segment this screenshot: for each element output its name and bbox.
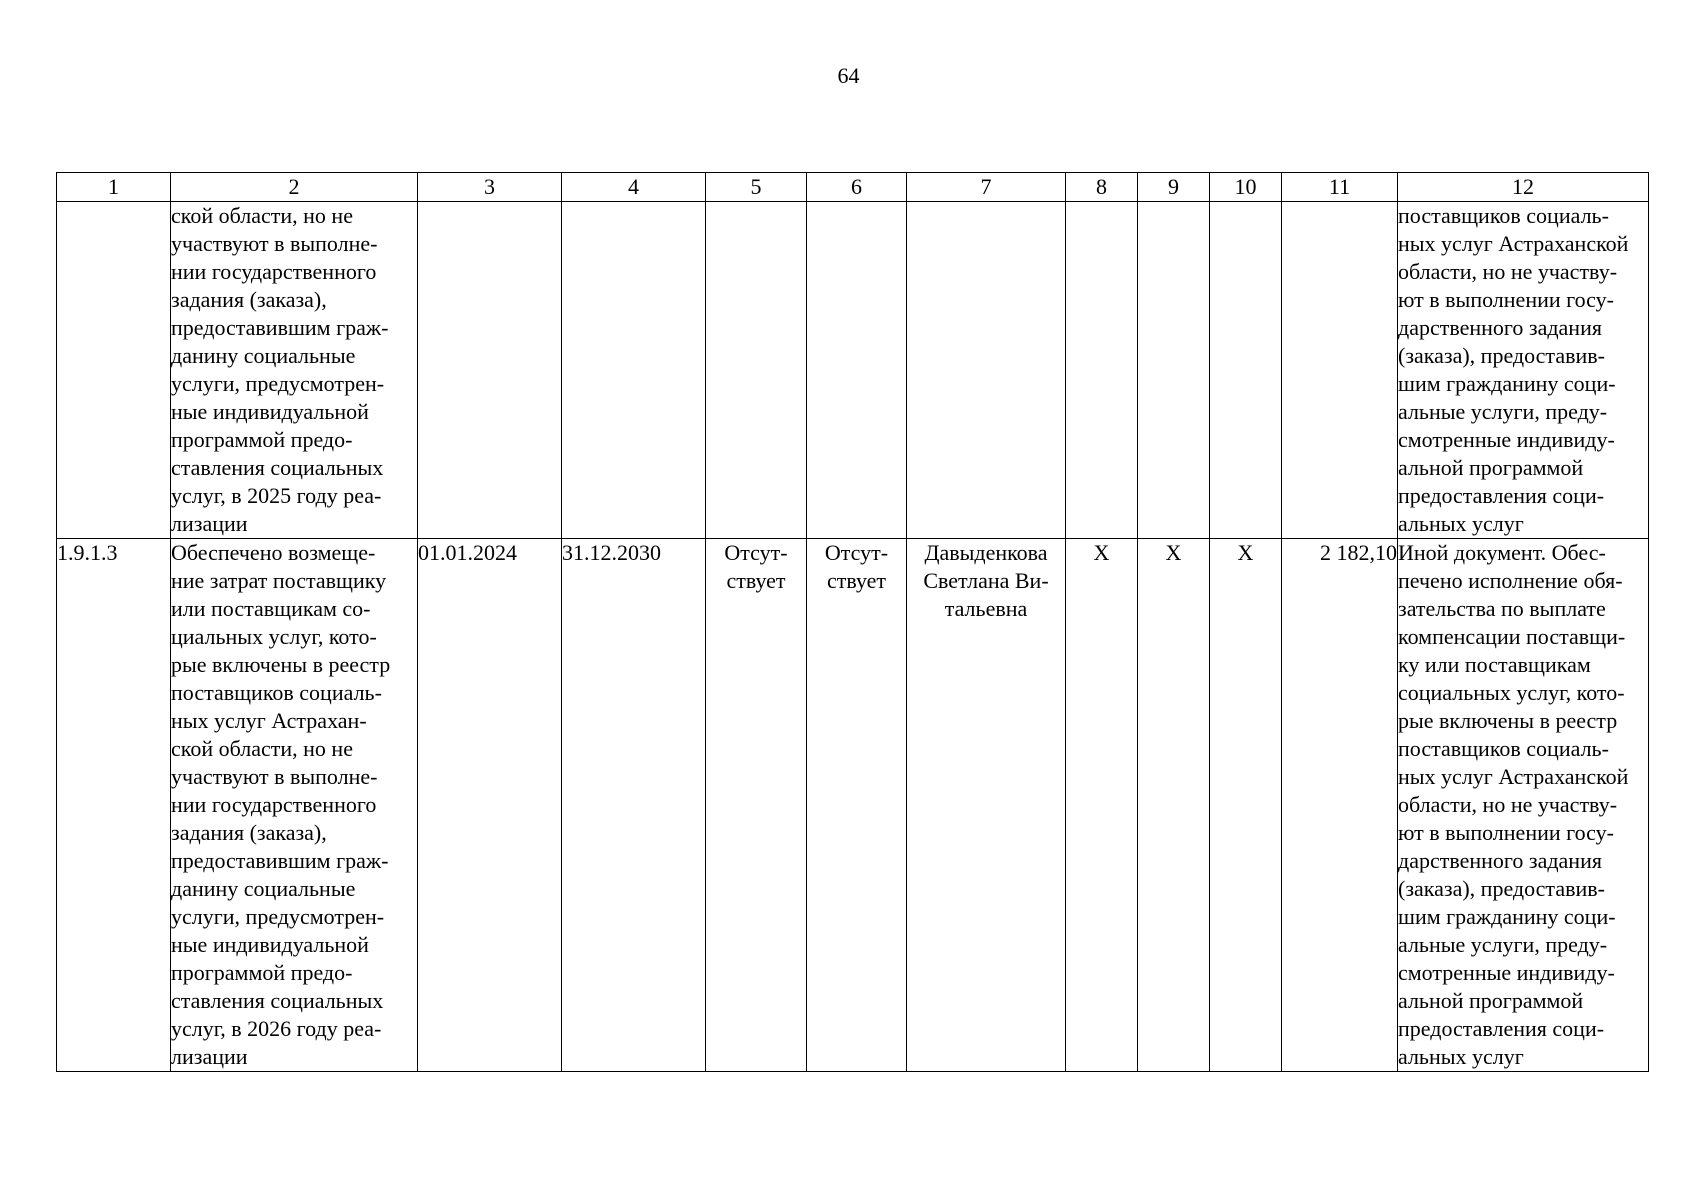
- description-text: ской области, но не участвуют в выполне- нии государственного задания (заказа), предоставившим граж- данину социальные услуги, предусмотрен- ные индивидуальной программой предо- ставления социальных услуг, в 2025 году реа- лизации: [171, 203, 389, 536]
- row-number-cell: [57, 202, 171, 539]
- column-5-cell: [706, 202, 807, 539]
- description-cell: [171, 539, 418, 1072]
- column-header-2: 2: [171, 173, 418, 202]
- result-text: поставщиков социаль- ных услуг Астраханской области, но не участву- ют в выполнении госу- дарственного задания (заказа), предоставив- шим гражданину соци- альные услуги, преду- смотренные индивиду- альной программой предоставления соци- альных услуг: [1398, 203, 1629, 536]
- column-header-8: 8: [1066, 173, 1138, 202]
- column-header-9: 9: [1138, 173, 1210, 202]
- end-date-cell: 31.12.2030: [562, 539, 706, 1072]
- result-text: Иной документ. Обес- печено исполнение обя- зательства по выплате компенсации поставщи- ку или поставщикам социальных услуг, кото- рые включены в реестр поставщиков социаль- ных услуг Астраханской области, но не участву- ют в выполнении госу- дарственного задания (заказа), предоставив- шим гражданину соци- альные услуги, преду- смотренные индивиду- альной программой предоставления соци- альных услуг: [1398, 540, 1629, 1069]
- end-date-cell: [562, 202, 706, 539]
- column-header-5: 5: [706, 173, 807, 202]
- table-row-continuation: [57, 202, 1649, 539]
- result-cell: [1398, 539, 1649, 1072]
- column-header-1: 1: [57, 173, 171, 202]
- description-text: Обеспечено возмеще- ние затрат поставщику или поставщикам со- циальных услуг, кото- рые включены в реестр поставщиков социаль- ных услуг Астрахан- ской области, но не участвуют в выполне- нии государственного задания (заказа), предоставившим граж- данину социальные услуги, предусмотрен- ные индивидуальной программой предо- ставления социальных услуг, в 2026 году реа- лизации: [171, 540, 391, 1069]
- start-date-cell: 01.01.2024: [418, 539, 562, 1072]
- table-row-1-9-1-3: [57, 539, 1649, 1072]
- amount-cell: [1282, 202, 1398, 539]
- column-header-7: 7: [907, 173, 1066, 202]
- column-6-cell: [807, 202, 907, 539]
- result-cell: [1398, 202, 1649, 539]
- column-header-10: 10: [1210, 173, 1282, 202]
- responsible-cell: [907, 539, 1066, 1072]
- amount-cell: 2 182,10: [1282, 539, 1398, 1072]
- column-8-cell: [1066, 202, 1138, 539]
- column-header-3: 3: [418, 173, 562, 202]
- page-number: 64: [837, 63, 860, 88]
- column-5-text: Отсут- ствует: [724, 540, 788, 593]
- plan-table: [56, 172, 1649, 1072]
- column-number-header-row: [57, 173, 1649, 202]
- row-number-cell: 1.9.1.3: [57, 539, 171, 1072]
- column-8-cell: X: [1066, 539, 1138, 1072]
- column-10-cell: X: [1210, 539, 1282, 1072]
- column-header-11: 11: [1282, 173, 1398, 202]
- column-header-12: 12: [1398, 173, 1649, 202]
- column-6-text: Отсут- ствует: [824, 540, 889, 593]
- column-5-cell: [706, 539, 807, 1072]
- column-header-6: 6: [807, 173, 907, 202]
- description-cell: [171, 202, 418, 539]
- responsible-cell: [907, 202, 1066, 539]
- column-header-4: 4: [562, 173, 706, 202]
- column-9-cell: X: [1138, 539, 1210, 1072]
- responsible-text: Давыденкова Светлана Ви- тальевна: [923, 540, 1049, 621]
- column-9-cell: [1138, 202, 1210, 539]
- column-10-cell: [1210, 202, 1282, 539]
- column-6-cell: [807, 539, 907, 1072]
- start-date-cell: [418, 202, 562, 539]
